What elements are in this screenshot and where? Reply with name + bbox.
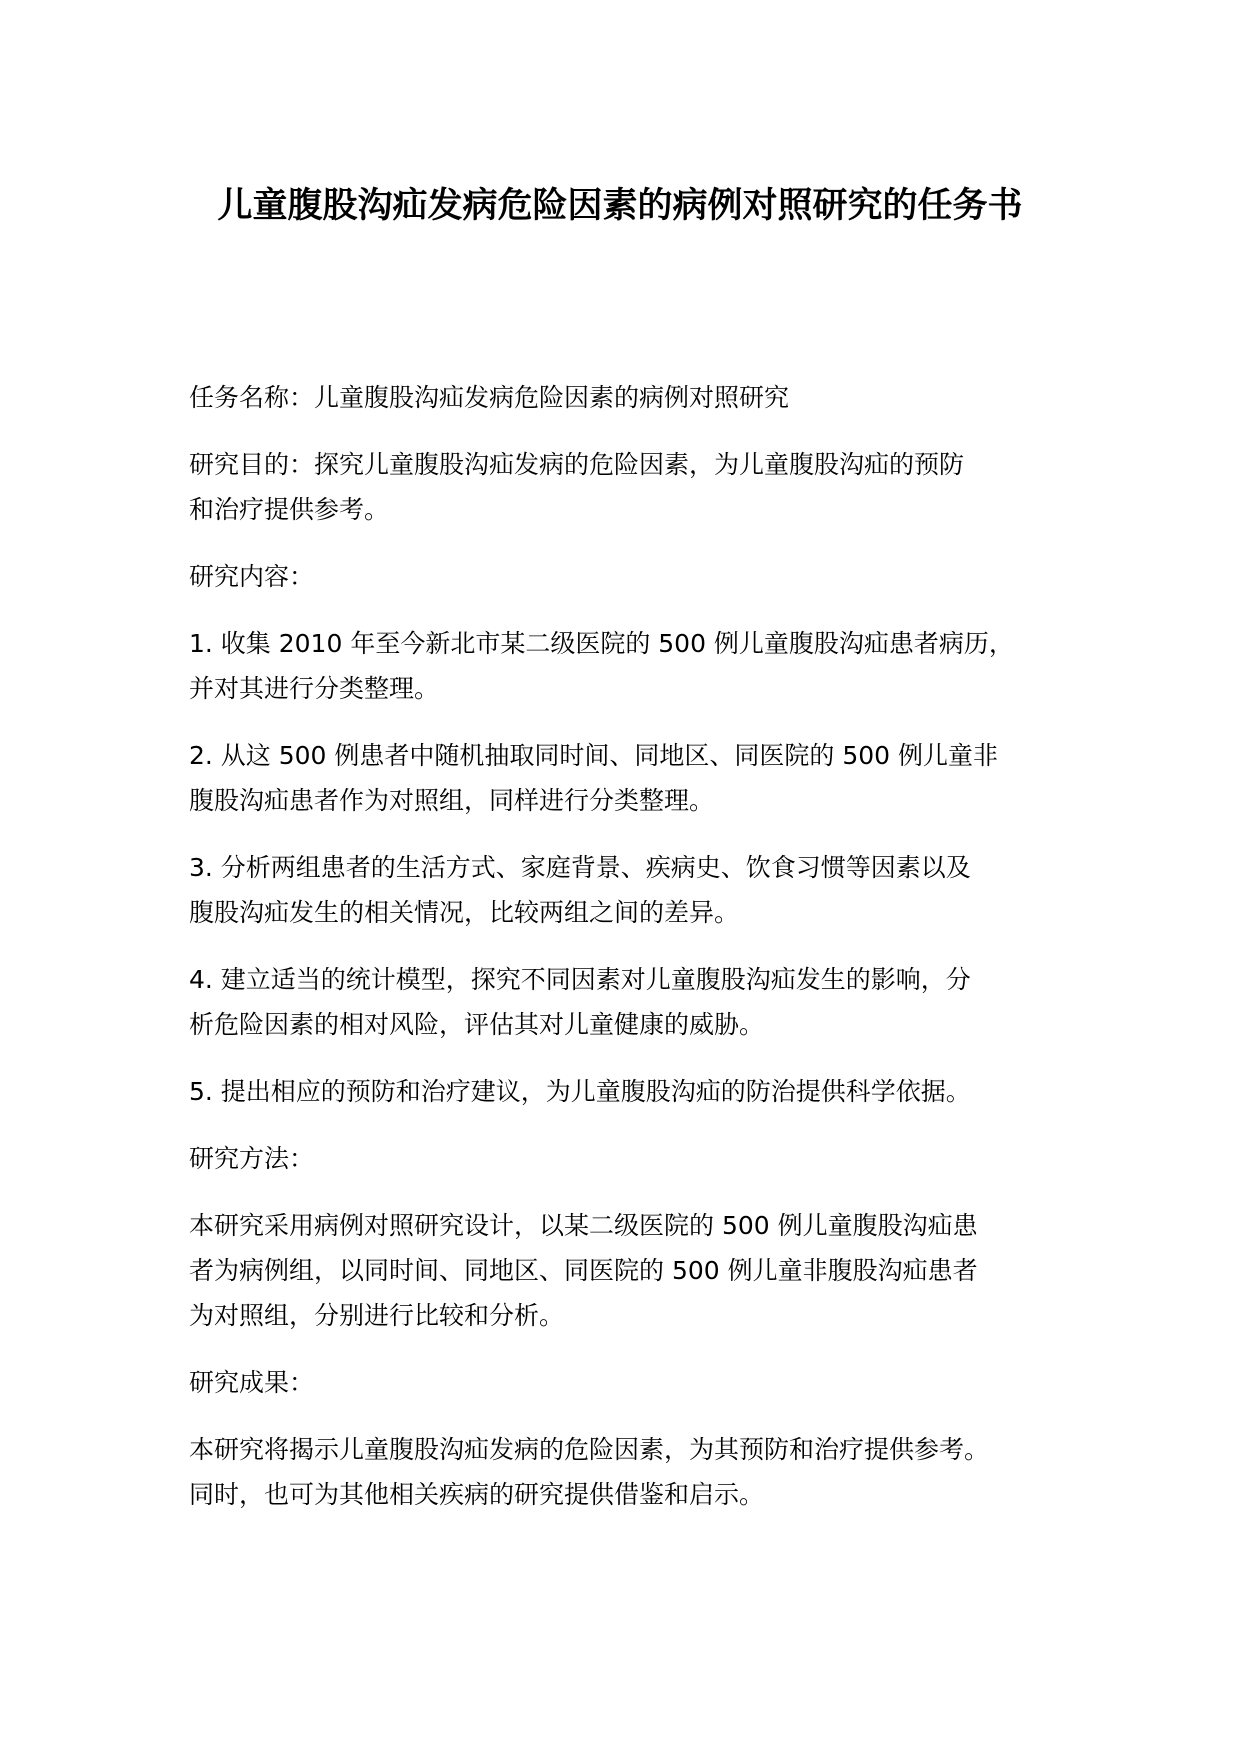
paragraph-line: 2. 从这 500 例患者中随机抽取同时间、同地区、同医院的 500 例儿童非 <box>189 741 999 770</box>
paragraph-line: 3. 分析两组患者的生活方式、家庭背景、疾病史、饮食习惯等因素以及 <box>189 853 971 882</box>
paragraph <box>189 375 1089 420</box>
paragraph-line: 研究内容： <box>189 562 315 591</box>
paragraph-line: 1. 收集 2010 年至今新北市某二级医院的 500 例儿童腹股沟疝患者病历， <box>189 629 1014 658</box>
paragraph-line: 本研究将揭示儿童腹股沟疝发病的危险因素，为其预防和治疗提供参考。 <box>189 1435 990 1464</box>
paragraph <box>189 1203 1089 1338</box>
document-title: 儿童腹股沟疝发病危险因素的病例对照研究的任务书 <box>217 186 1023 226</box>
paragraph-line: 者为病例组，以同时间、同地区、同医院的 500 例儿童非腹股沟疝患者 <box>189 1256 978 1285</box>
paragraph <box>189 442 1089 532</box>
paragraph <box>189 733 1089 823</box>
paragraph-line: 为对照组，分别进行比较和分析。 <box>189 1301 565 1330</box>
paragraph <box>189 1360 1089 1405</box>
paragraph <box>189 1069 1089 1114</box>
paragraph-line: 并对其进行分类整理。 <box>189 674 440 703</box>
paragraph-line: 任务名称：儿童腹股沟疝发病危险因素的病例对照研究 <box>189 383 790 412</box>
paragraph-line: 析危险因素的相对风险，评估其对儿童健康的威胁。 <box>189 1010 765 1039</box>
paragraph-line: 研究成果： <box>189 1368 315 1397</box>
document-body <box>189 375 1089 1539</box>
paragraph-line: 同时，也可为其他相关疾病的研究提供借鉴和启示。 <box>189 1480 765 1509</box>
paragraph-line: 4. 建立适当的统计模型，探究不同因素对儿童腹股沟疝发生的影响，分 <box>189 965 971 994</box>
paragraph <box>189 1427 1089 1517</box>
paragraph <box>189 554 1089 599</box>
paragraph <box>189 845 1089 935</box>
paragraph <box>189 957 1089 1047</box>
paragraph-line: 5. 提出相应的预防和治疗建议，为儿童腹股沟疝的防治提供科学依据。 <box>189 1077 971 1106</box>
paragraph-line: 本研究采用病例对照研究设计，以某二级医院的 500 例儿童腹股沟疝患 <box>189 1211 978 1240</box>
paragraph <box>189 621 1089 711</box>
paragraph <box>189 1136 1089 1181</box>
paragraph-line: 和治疗提供参考。 <box>189 495 390 524</box>
paragraph-line: 研究方法： <box>189 1144 315 1173</box>
paragraph-line: 研究目的：探究儿童腹股沟疝发病的危险因素，为儿童腹股沟疝的预防 <box>189 450 965 479</box>
paragraph-line: 腹股沟疝发生的相关情况，比较两组之间的差异。 <box>189 898 740 927</box>
paragraph-line: 腹股沟疝患者作为对照组，同样进行分类整理。 <box>189 786 715 815</box>
